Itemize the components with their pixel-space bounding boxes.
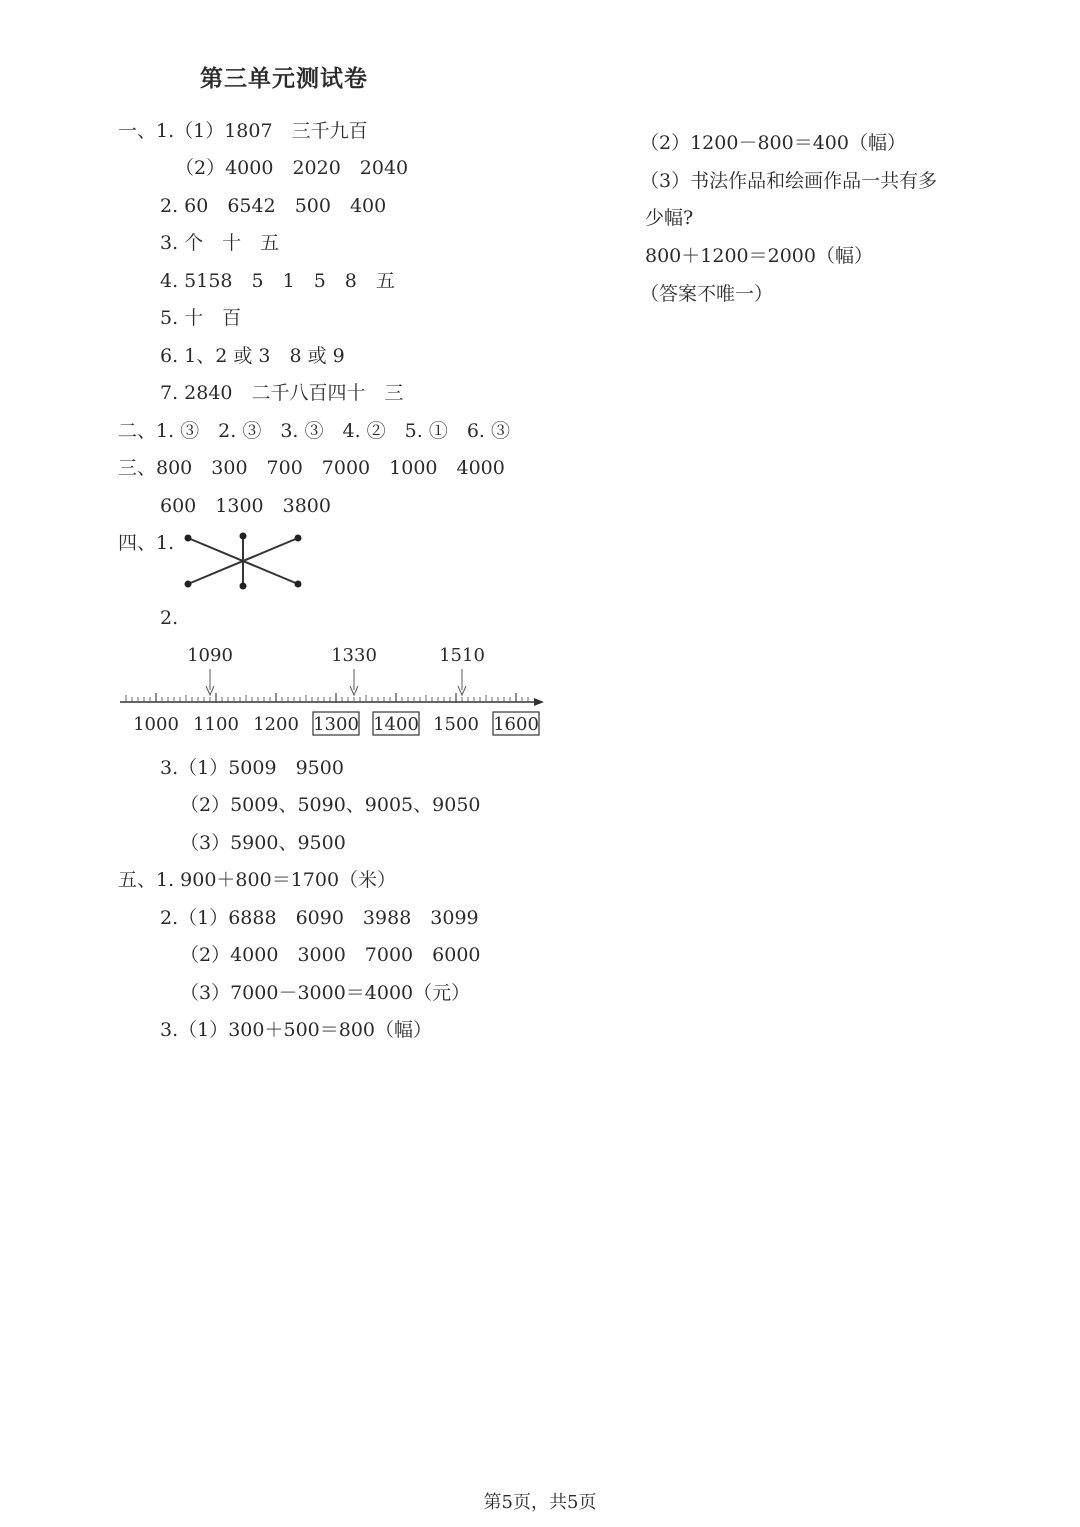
answer-4-3-3: （3）5900、9500 <box>180 832 346 854</box>
answer-5-3-3-question: （3）书法作品和绘画作品一共有多 <box>640 170 938 192</box>
number-line-tick-label: 1100 <box>193 714 239 735</box>
answer-1-3: 3. 个 十 五 <box>160 232 280 254</box>
answer-5-2-2: （2）4000 3000 7000 6000 <box>180 944 481 966</box>
answer-5-3-3-equation: 800＋1200＝2000（幅） <box>645 245 873 267</box>
answer-3: 三、800 300 700 7000 1000 4000 <box>118 457 505 479</box>
answer-5-1: 五、1. 900＋800＝1700（米） <box>118 869 397 891</box>
page-footer: 第5页，共5页 <box>483 1492 597 1513</box>
answer-2: 二、1. ③ 2. ③ 3. ③ 4. ② 5. ① 6. ③ <box>118 420 511 442</box>
number-line-arrowhead <box>534 698 544 706</box>
answer-4-3-1: 3.（1）5009 9500 <box>160 757 344 779</box>
answer-4-2: 2. <box>160 607 179 629</box>
answer-1-7: 7. 2840 二千八百四十 三 <box>160 382 404 404</box>
number-line-tick-label: 1000 <box>133 714 179 735</box>
answer-5-3-1: 3.（1）300＋500＝800（幅） <box>160 1019 433 1041</box>
match-dot <box>295 535 302 542</box>
page-title: 第三单元测试卷 <box>200 65 368 92</box>
answer-5-2-3: （3）7000－3000＝4000（元） <box>180 982 471 1004</box>
number-line-tick-label: 1600 <box>493 714 539 735</box>
number-line-tick-label: 1500 <box>433 714 479 735</box>
match-dot <box>185 581 192 588</box>
number-line-tick-label: 1300 <box>313 714 359 735</box>
answer-1-6: 6. 1、2 或 3 8 或 9 <box>160 345 345 367</box>
answer-5-3-2: （2）1200－800＝400（幅） <box>640 132 906 154</box>
answer-3-cont: 600 1300 3800 <box>160 495 331 517</box>
match-dot <box>295 581 302 588</box>
answer-1-1: 一、1.（1）1807 三千九百 <box>118 120 368 142</box>
number-line-tick-label: 1200 <box>253 714 299 735</box>
answer-4-1: 四、1. <box>118 532 175 554</box>
answer-1-1-2: （2）4000 2020 2040 <box>175 157 409 179</box>
number-line-tick-label: 1400 <box>373 714 419 735</box>
answer-1-4: 4. 5158 5 1 5 8 五 <box>160 270 395 292</box>
number-line <box>110 640 550 740</box>
answer-note: （答案不唯一） <box>640 283 774 305</box>
answer-1-5: 5. 十 百 <box>160 307 242 329</box>
match-dot <box>185 535 192 542</box>
number-line-marker-label: 1090 <box>187 645 233 666</box>
answer-5-2-1: 2.（1）6888 6090 3988 3099 <box>160 907 479 929</box>
answer-1-2: 2. 60 6542 500 400 <box>160 195 387 217</box>
number-line-marker-label: 1330 <box>331 645 377 666</box>
match-dot <box>240 583 247 590</box>
match-dot <box>240 533 247 540</box>
matching-lines-diagram <box>180 528 310 594</box>
number-line-marker-label: 1510 <box>439 645 485 666</box>
answer-5-3-3-question-cont: 少幅? <box>645 207 694 229</box>
answer-4-3-2: （2）5009、5090、9005、9050 <box>180 794 481 816</box>
